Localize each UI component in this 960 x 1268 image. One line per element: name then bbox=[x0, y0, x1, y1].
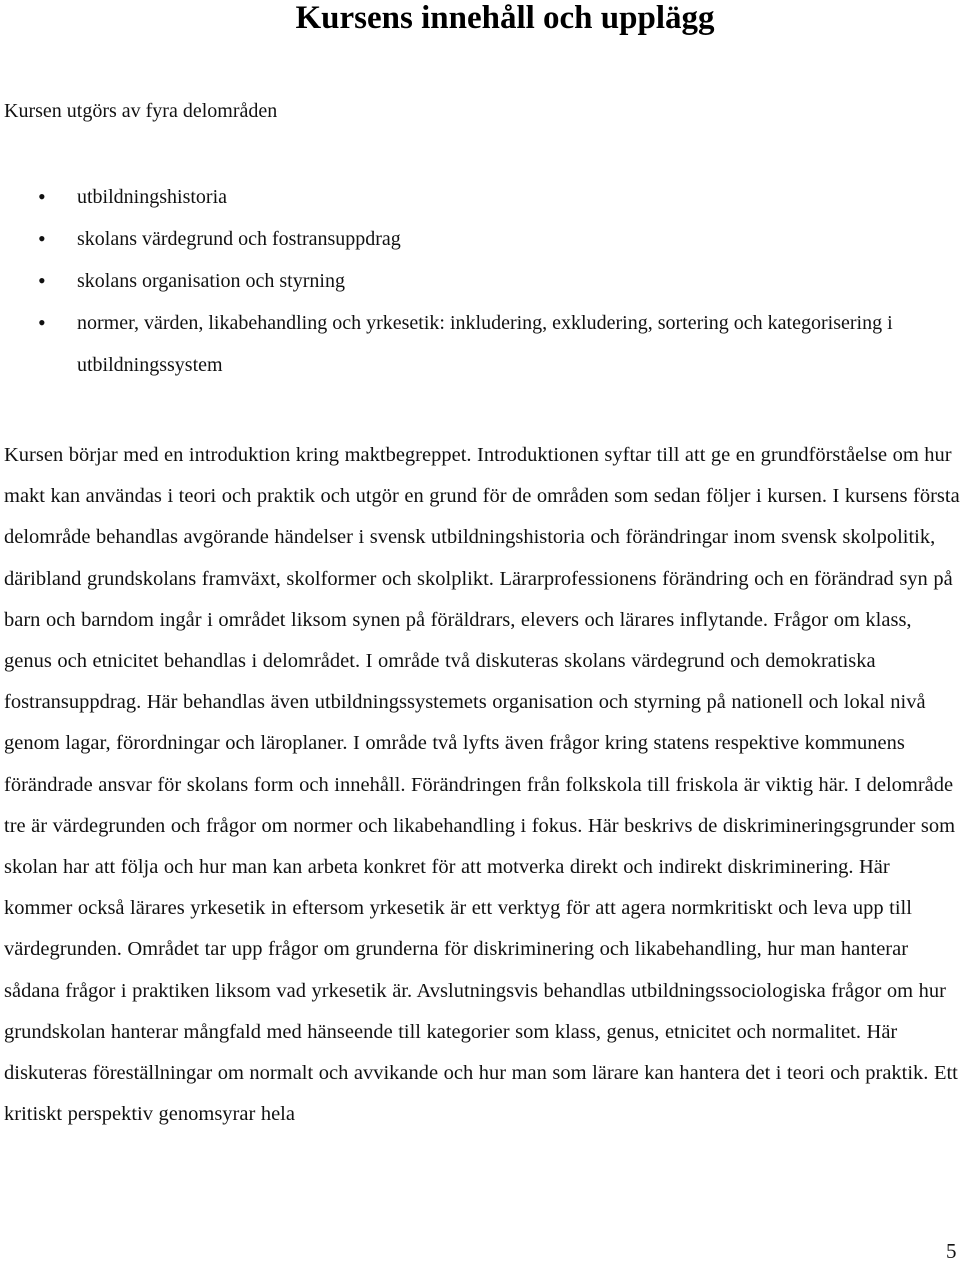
topic-list bbox=[0, 176, 905, 386]
list-item bbox=[0, 260, 905, 302]
list-item bbox=[0, 302, 905, 386]
list-item-text: skolans värdegrund och fostransuppdrag bbox=[77, 228, 401, 250]
intro-text: Kursen utgörs av fyra delområden bbox=[4, 100, 278, 122]
list-item bbox=[0, 176, 905, 218]
body-paragraph: Kursen börjar med en introduktion kring maktbegreppet. Introduktionen syftar till att ge en grundförståelse om hur makt kan användas i teori och praktik och utgör en grund för de områden som sedan följer i kursen. I kursens första delområde behandlas avgörande händelser i svensk utbildningshistoria och förändringar inom svensk skolpolitik, däribland grundskolans framväxt, skolformer och skolplikt. Lärarprofessionens förändring och en förändrad syn på barn och barndom ingår i området liksom synen på föräldrars, elevers och lärares inflytande. Frågor om klass, genus och etnicitet behandlas i delområdet. I område två diskuteras skolans värdegrund och demokratiska fostransuppdrag. Här behandlas även utbildningssystemets organisation och styrning på nationell och lokal nivå genom lagar, förordningar och läroplaner. I område två lyfts även frågor kring statens respektive kommunens förändrade ansvar för skolans form och innehåll. Förändringen från folkskola till friskola är viktig här. I delområde tre är värdegrunden och frågor om normer och likabehandling i fokus. Här beskrivs de diskrimineringsgrunder som skolan har att följa och hur man kan arbeta konkret för att motverka direkt och indirekt diskriminering. Här kommer också lärares yrkesetik in eftersom yrkesetik är ett verktyg för att agera normkritiskt och leva upp till värdegrunden. Området tar upp frågor om grunderna för diskriminering och likabehandling, hur man hanterar sådana frågor i praktiken liksom vad yrkesetik är. Avslutningsvis behandlas utbildningssociologiska frågor om hur grundskolan hanterar mångfald med hänseende till kategorier som klass, genus, etnicitet och normalitet. Här diskuteras föreställningar om normalt och avvikande och hur man som lärare kan hantera det i teori och praktik. Ett kritiskt perspektiv genomsyrar hela bbox=[4, 444, 960, 1126]
bullet-icon: • bbox=[38, 184, 46, 209]
list-item bbox=[0, 218, 905, 260]
bullet-icon: • bbox=[38, 268, 46, 293]
list-item-text: utbildningshistoria bbox=[77, 186, 227, 208]
list-item-text: normer, värden, likabehandling och yrkesetik: inkludering, exkludering, sortering och kategorisering i utbildningssystem bbox=[77, 312, 893, 376]
bullet-icon: • bbox=[38, 226, 46, 251]
bullet-icon: • bbox=[38, 310, 46, 335]
page-number: 5 bbox=[946, 1239, 957, 1263]
list-item-text: skolans organisation och styrning bbox=[77, 270, 345, 292]
page-title: Kursens innehåll och upplägg bbox=[295, 0, 715, 36]
